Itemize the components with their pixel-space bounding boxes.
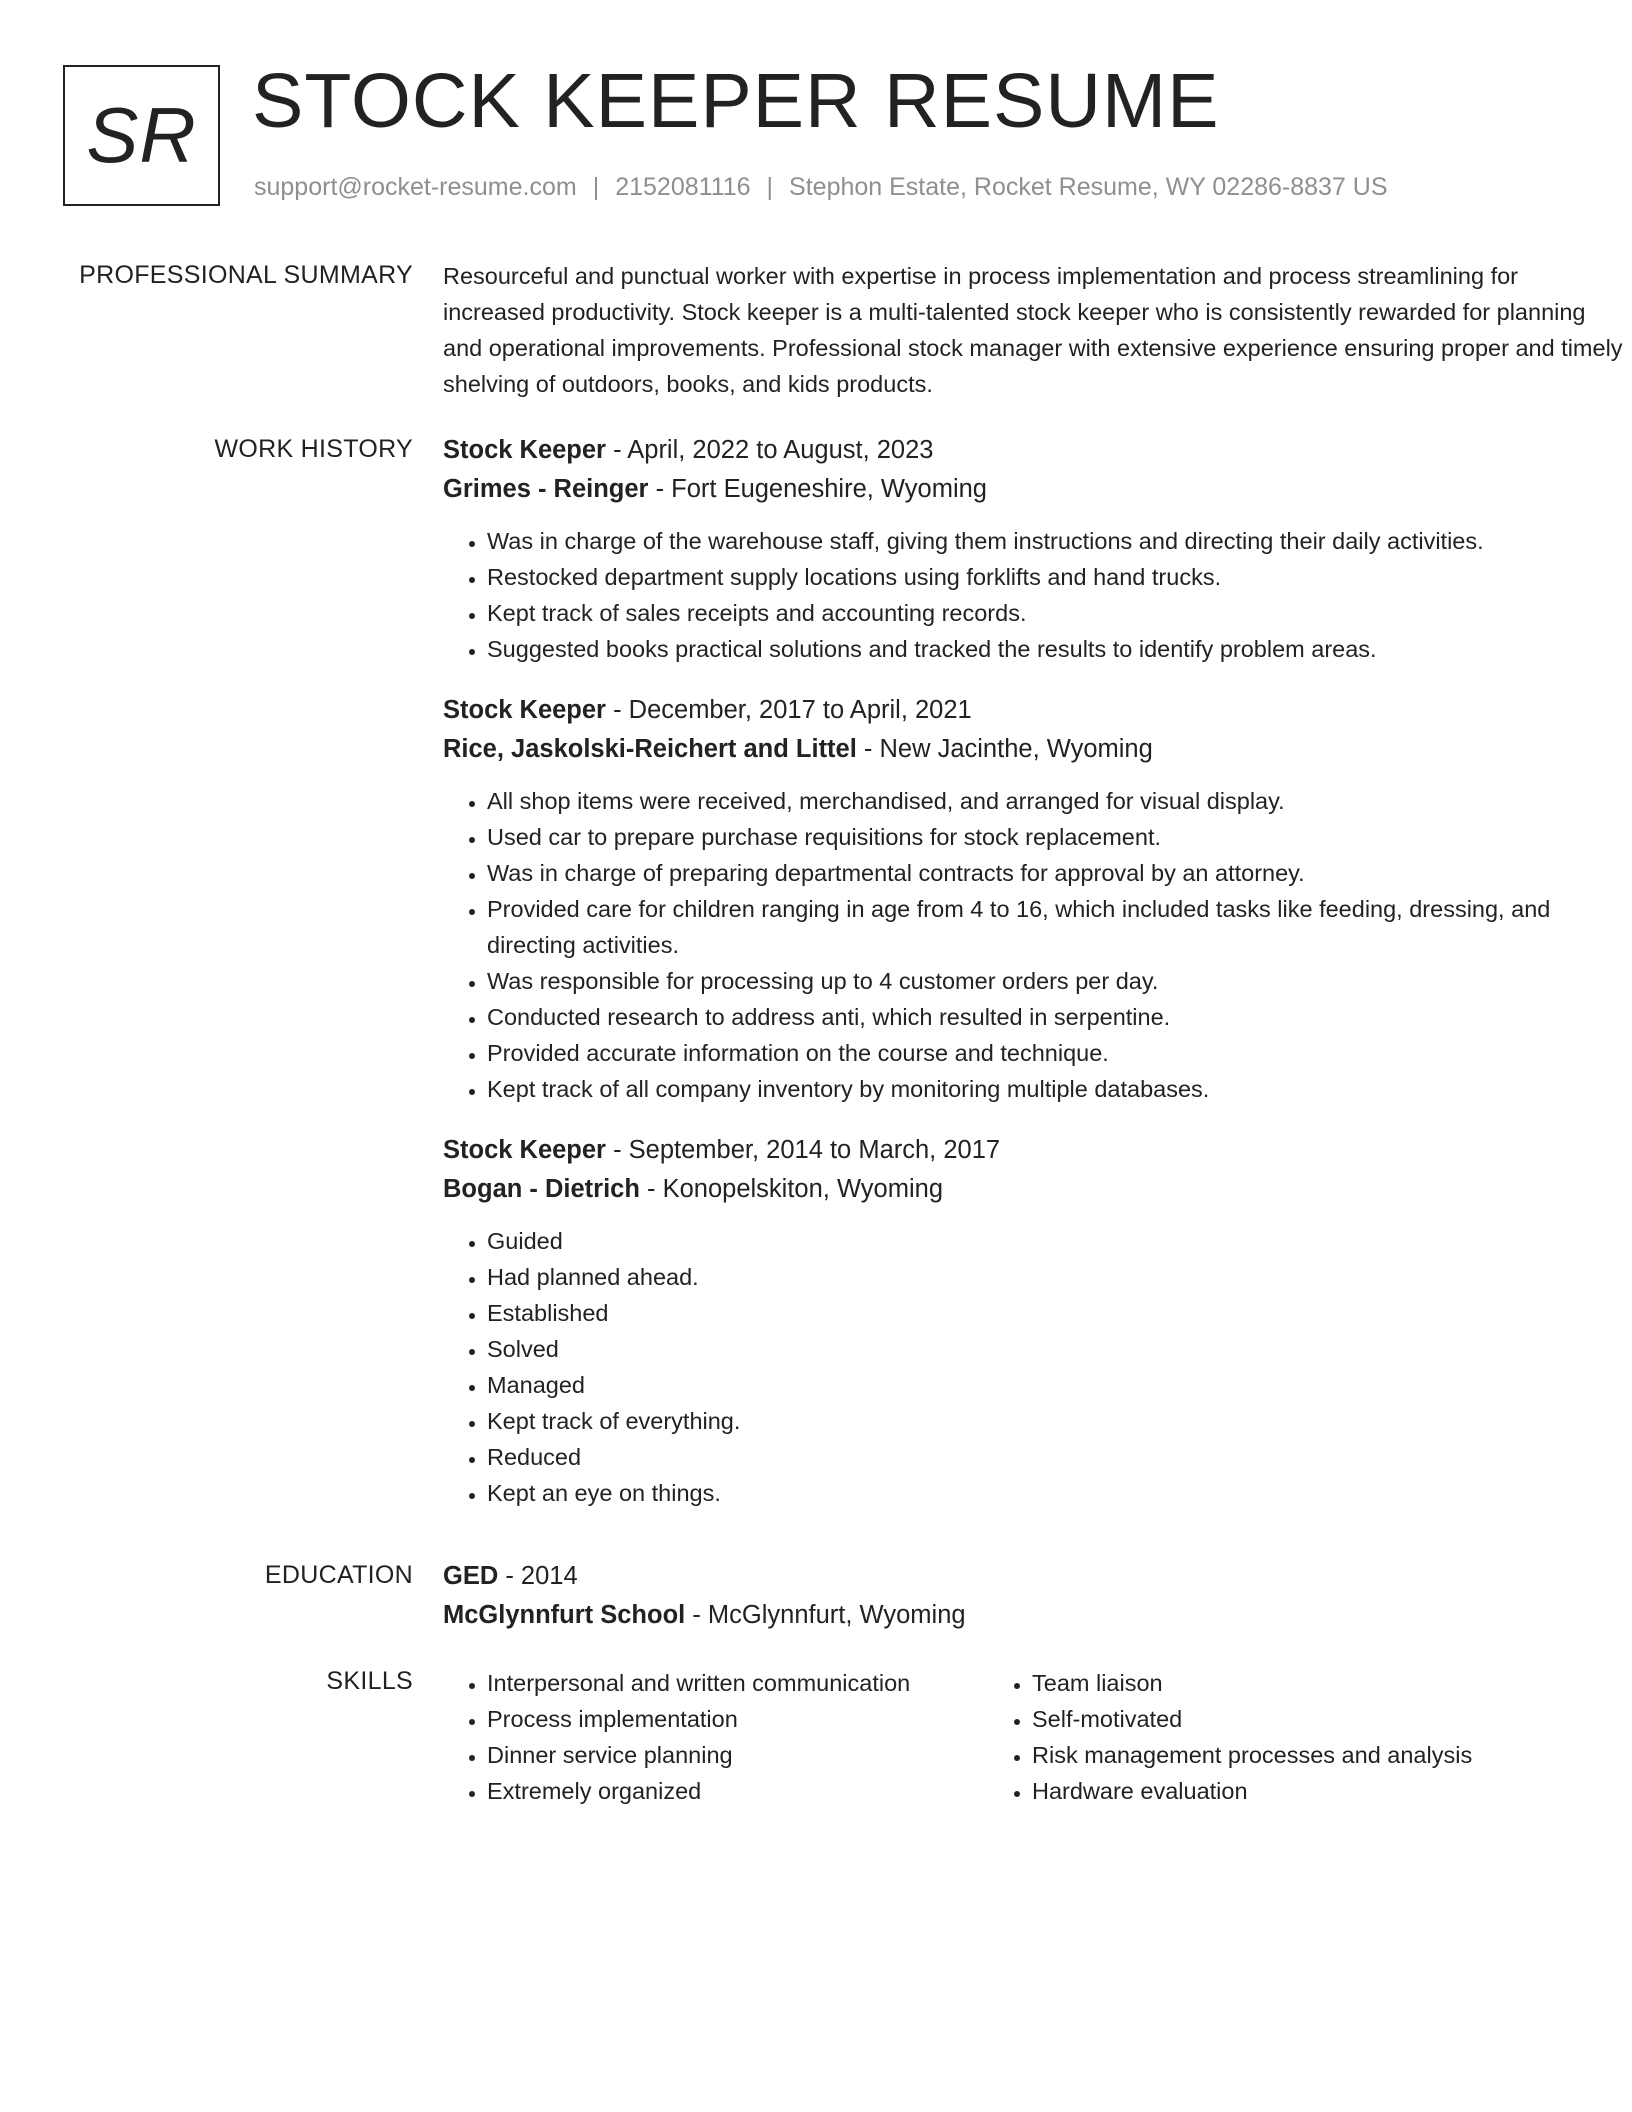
list-item: • Was responsible for processing up to 4 customer orders per day. (487, 963, 1623, 999)
list-item: • All shop items were received, merchandised, and arranged for visual display. (487, 783, 1623, 819)
section-label-summary: PROFESSIONAL SUMMARY (79, 261, 413, 289)
list-item: • Process implementation (487, 1701, 988, 1737)
list-item: • Conducted research to address anti, which resulted in serpentine. (487, 999, 1623, 1035)
list-item: • Guided (487, 1223, 1623, 1259)
list-item: • Was in charge of the warehouse staff, giving them instructions and directing their daily activities. (487, 523, 1623, 559)
list-item: • Team liaison (1032, 1665, 1533, 1701)
education-school: McGlynnfurt School (443, 1601, 686, 1629)
skills-list (988, 1665, 1533, 1809)
education-year: - 2014 (498, 1562, 578, 1590)
education-school-line (443, 1596, 1623, 1635)
job-bullets (443, 523, 1623, 667)
skills-grid (443, 1665, 1623, 1809)
education-body (443, 1557, 1623, 1635)
job-company: Grimes - Reinger (443, 475, 649, 503)
education-degree-line (443, 1557, 1623, 1596)
job-company-line (443, 730, 1623, 769)
list-item: • Established (487, 1295, 1623, 1331)
list-item: • Risk management processes and analysis (1032, 1737, 1533, 1773)
job-dates: - September, 2014 to March, 2017 (606, 1136, 1001, 1164)
contact-address: Stephon Estate, Rocket Resume, WY 02286-8837 US (789, 173, 1388, 201)
section-label-work-history: WORK HISTORY (214, 435, 413, 463)
list-item: • Self-motivated (1032, 1701, 1533, 1737)
job-company-line (443, 470, 1623, 509)
contact-phone: 2152081116 (615, 173, 751, 201)
list-item: • Restocked department supply locations using forklifts and hand trucks. (487, 559, 1623, 595)
list-item: • Was in charge of preparing departmental contracts for approval by an attorney. (487, 855, 1623, 891)
list-item: • Kept track of everything. (487, 1403, 1623, 1439)
job-title-line (443, 1131, 1623, 1170)
job-title-line (443, 691, 1623, 730)
list-item: • Extremely organized (487, 1773, 988, 1809)
section-label-education: EDUCATION (264, 1561, 413, 1589)
job-company: Bogan - Dietrich (443, 1175, 640, 1203)
job-entry (443, 1131, 1623, 1511)
summary-body (443, 258, 1623, 402)
skills-column-right (988, 1665, 1533, 1809)
job-location: - Fort Eugeneshire, Wyoming (648, 475, 987, 503)
resume-header (63, 58, 1583, 210)
education-location: - McGlynnfurt, Wyoming (685, 1601, 966, 1629)
job-title-line (443, 431, 1623, 470)
list-item: • Dinner service planning (487, 1737, 988, 1773)
list-item: • Kept track of sales receipts and accounting records. (487, 595, 1623, 631)
monogram-box: SR (63, 65, 220, 206)
job-entry (443, 691, 1623, 1107)
job-dates: - December, 2017 to April, 2021 (606, 696, 972, 724)
contact-line (254, 173, 1388, 202)
skills-column-left (443, 1665, 988, 1809)
skills-body (443, 1665, 1623, 1809)
list-item: • Suggested books practical solutions and tracked the results to identify problem areas. (487, 631, 1623, 667)
job-title: Stock Keeper (443, 1136, 606, 1164)
work-history-body (443, 431, 1623, 1535)
list-item: • Interpersonal and written communication (487, 1665, 988, 1701)
job-bullets (443, 783, 1623, 1107)
list-item: • Had planned ahead. (487, 1259, 1623, 1295)
job-title: Stock Keeper (443, 436, 606, 464)
list-item: • Provided accurate information on the course and technique. (487, 1035, 1623, 1071)
list-item: • Hardware evaluation (1032, 1773, 1533, 1809)
education-degree: GED (443, 1562, 499, 1590)
job-bullets (443, 1223, 1623, 1511)
contact-email: support@rocket-resume.com (254, 173, 577, 201)
job-title: Stock Keeper (443, 696, 606, 724)
job-company: Rice, Jaskolski-Reichert and Littel (443, 735, 857, 763)
skills-list (443, 1665, 988, 1809)
job-company-line (443, 1170, 1623, 1209)
list-item: • Reduced (487, 1439, 1623, 1475)
list-item: • Kept track of all company inventory by monitoring multiple databases. (487, 1071, 1623, 1107)
contact-separator: | (766, 173, 774, 201)
section-label-skills: SKILLS (326, 1667, 413, 1695)
job-location: - New Jacinthe, Wyoming (856, 735, 1153, 763)
list-item: • Managed (487, 1367, 1623, 1403)
list-item: • Kept an eye on things. (487, 1475, 1623, 1511)
job-entry (443, 431, 1623, 667)
contact-separator: | (592, 173, 600, 201)
job-dates: - April, 2022 to August, 2023 (606, 436, 934, 464)
list-item: • Solved (487, 1331, 1623, 1367)
summary-text: Resourceful and punctual worker with expertise in process implementation and process streamlining for increased productivity. Stock keeper is a multi-talented stock keeper who is consistently rewarded for planning and operational improvements. Professional stock manager with extensive experience ensuring proper and timely shelving of outdoors, books, and kids products. (443, 263, 1623, 397)
page-title: STOCK KEEPER RESUME (252, 58, 1220, 144)
list-item: • Provided care for children ranging in age from 4 to 16, which included tasks like feeding, dressing, and directing activities. (487, 891, 1623, 963)
job-location: - Konopelskiton, Wyoming (639, 1175, 944, 1203)
list-item: • Used car to prepare purchase requisitions for stock replacement. (487, 819, 1623, 855)
